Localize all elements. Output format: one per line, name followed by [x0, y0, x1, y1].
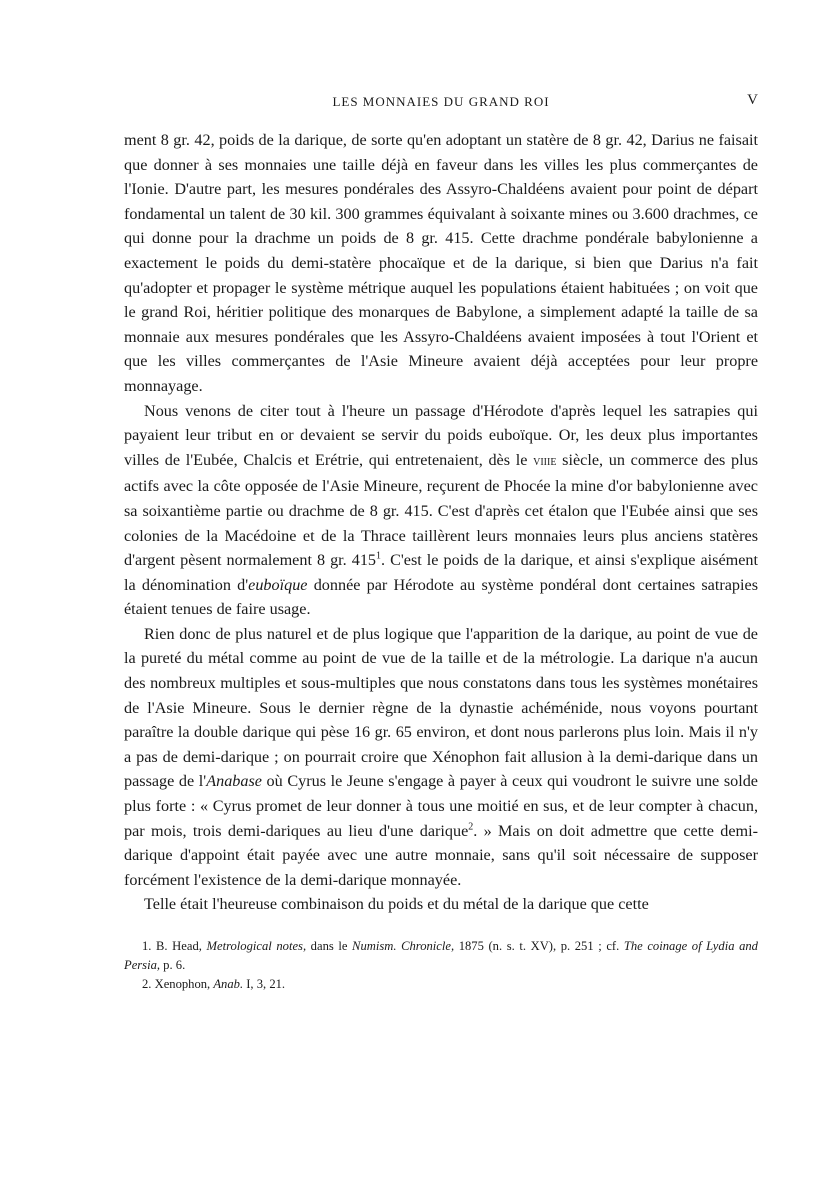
footnote-text: dans le: [306, 939, 353, 953]
footnote-text: p. 6.: [160, 958, 186, 972]
paragraph-text: . C'est le poids de la darique, et ainsi s'explique aisément la dénomination d': [124, 551, 759, 594]
footnote-journal: Numism. Chronicle,: [352, 939, 455, 953]
paragraph-text: Rien donc de plus naturel et de plus logique que l'apparition de la darique, au point de vue de la pureté du métal comme au point de vue de la taille et de la métrologie. La darique n'a aucun des nombreux multiples et sous-multiples que nous constatons dans tous les systèmes monétaires de l'Asie Mineure. Sous le dernier règne de la dynastie achéménide, nous voyons pourtant paraître la double darique qui pèse 16 gr. 65 environ, et dont nous parlerons plus loin. Mais il n'y a pas de demi-darique ; on pourrait croire que Xénophon fait allusion à la demi-darique dans un passage de l': [124, 624, 758, 791]
italic-work-title: Anabase: [206, 772, 262, 791]
footnote-work: Anab.: [213, 977, 244, 991]
footnote-text: 1875 (n. s. t. XV), p. 251 ; cf.: [454, 939, 624, 953]
body-text: [124, 128, 758, 917]
paragraph-text: où Cyrus le Jeune s'engage à payer à ceux qui voudront le suivre une solde plus forte : « Cyrus promet de leur donner à tous une moitié en sus, et de leur compter à chacun, par mois, trois demi-dariques au lieu d'une darique: [124, 772, 758, 840]
footnote-2: [124, 975, 758, 994]
running-title: LES MONNAIES DU GRAND ROI: [332, 94, 550, 109]
footnote-title: Metrological notes,: [206, 939, 307, 953]
footnote-ref-2[interactable]: 2: [468, 821, 474, 833]
footnote-text: I, 3, 21.: [243, 977, 286, 991]
paragraph-3: [124, 622, 758, 893]
century-numeral: viiie: [533, 453, 557, 469]
running-head: [124, 88, 758, 112]
footnote-book: The coinage of Lydia and Persia,: [124, 939, 758, 972]
paragraph-text: siècle, un commerce des plus actifs avec la côte opposée de l'Asie Mineure, reçurent de Phocée la mine d'or babylonienne avec sa soixantième partie ou drachme de 8 gr. 415. C'est d'après cet étalon que l'Eubée ainsi que ses colonies de la Macédoine et de la Thrace taillèrent leurs monnaies leurs plus anciens statères d'argent pèsent normalement 8 gr. 415: [124, 450, 758, 570]
footnotes: [124, 937, 758, 994]
footnote-text: 2. Xenophon,: [142, 977, 214, 991]
paragraph-1: [124, 128, 758, 399]
footnote-ref-1[interactable]: 1: [376, 550, 382, 562]
paragraph-2: [124, 399, 758, 622]
paragraph-text: Nous venons de citer tout à l'heure un passage d'Hérodote d'après lequel les satrapies qui payaient leur tribut en or devaient se servir du poids euboïque. Or, les deux plus importantes villes de l'Eubée, Chalcis et Erétrie, qui entretenaient, dès le: [124, 401, 758, 469]
paragraph-4: [124, 892, 758, 917]
paragraph-text: donnée par Hérodote au système pondéral dont certaines satrapies étaient tenues de faire usage.: [124, 575, 758, 619]
document-page: [124, 88, 758, 994]
footnote-1: [124, 937, 758, 975]
footnote-text: 1. B. Head,: [142, 939, 207, 953]
paragraph-text: Telle était l'heureuse combinaison du poids et du métal de la darique que cette: [144, 895, 649, 914]
paragraph-text: . » Mais on doit admettre que cette demi-darique d'appoint était payée avec une autre monnaie, sans qu'il soit nécessaire de supposer forcément l'existence de la demi-darique monnayée.: [124, 821, 758, 889]
italic-term: euboïque: [248, 575, 308, 594]
page-number: V: [747, 92, 758, 108]
paragraph-text: ment 8 gr. 42, poids de la darique, de sorte qu'en adoptant un statère de 8 gr. 42, Darius ne faisait que donner à ses monnaies une taille déjà en faveur dans les villes les plus commerçantes de l'Ionie. D'autre part, les mesures pondérales des Assyro-Chaldéens avaient pour point de départ fondamental un talent de 30 kil. 300 grammes équivalant à soixante mines ou 3.600 drachmes, ce qui donne pour la drachme un poids de 8 gr. 415. Cette drachme pondérale babylonienne a exactement le poids du demi-statère phocaïque et de la darique, si bien que Darius n'a fait qu'adopter et propager le système métrique auquel les populations étaient habituées ; on voit que le grand Roi, héritier politique des monarques de Babylone, a simplement adapté la taille de sa monnaie aux mesures pondérales que les Assyro-Chaldéens avaient imposées à tout l'Orient et que les villes commerçantes de l'Asie Mineure avaient déjà acceptées pour leur propre monnayage.: [124, 131, 758, 395]
